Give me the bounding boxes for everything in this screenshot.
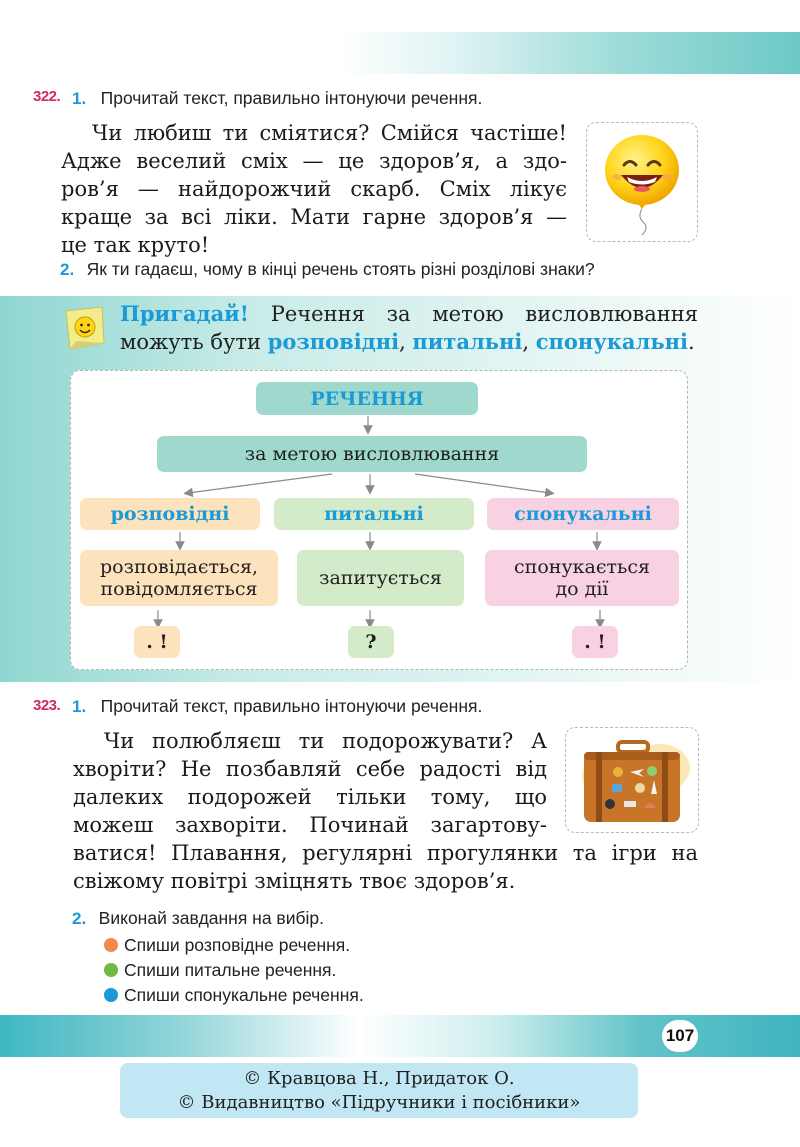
remember-text [120,300,698,356]
balloon-picture-frame [586,122,698,242]
option-text: Спиши питальне речення. [124,960,337,980]
branch-declarative-description [80,550,278,606]
choice-options [104,933,364,1008]
text-line: ров’я — найдорожчий скарб. Сміх лікує [61,177,567,201]
branch-interrogative-name [274,498,474,530]
copyright-line: © Видавництво «Підручники і посібники» [177,1092,581,1113]
option-text: Спиши спонукальне речення. [124,985,364,1005]
branch-interrogative-signs [348,626,394,658]
task-2-heading [72,908,324,929]
punctuation-signs: . ! [584,631,606,653]
task-2-heading [60,259,595,280]
task-1-heading [72,88,482,109]
copyright-notice [120,1063,638,1118]
punctuation-signs: ? [365,631,377,653]
sticky-note-icon [62,305,108,353]
copyright-line: © Кравцова Н., Придаток О. [243,1068,515,1089]
kind-declarative: розповідні [267,329,400,354]
scheme-criterion-label: за метою висловлювання [244,443,500,465]
text-line: хворіти? Не позбавляй себе радості від [73,757,547,781]
task-text: Як ти гадаєш, чому в кінці речень стоять різні розділові знаки? [86,259,595,279]
task-text: Прочитай текст, правильно інтонуючи речення. [100,696,483,716]
description-line: розповідається, [99,556,259,578]
smiley-balloon-icon [587,123,697,241]
description-line: повідомляється [100,578,258,600]
top-decor-bar [340,32,800,74]
task-number: 2. [72,909,87,928]
option-item [104,933,364,958]
branch-name: спонукальні [514,503,652,525]
branch-imperative-signs [572,626,618,658]
text-line: свіжому повітрі зміцнять твоє здоров’я. [73,869,516,893]
task-text: Виконай завдання на вибір. [98,908,325,928]
reading-text [61,119,567,259]
green-circle-icon [104,963,118,977]
text-line: далеких подорожей тільки тому, що [73,785,547,809]
page-number: 107 [662,1020,698,1052]
task-text: Прочитай текст, правильно інтонуючи речення. [100,88,483,108]
task-1-heading [72,696,482,717]
text-line: краще за всі ліки. Мати гарне здоров’я — [61,205,567,229]
task-number: 2. [60,260,75,279]
end-period: . [687,330,695,354]
text-line: Чи любиш ти сміятися? Смійся частіше! [92,121,567,145]
option-item [104,983,364,1008]
exercise-number: 323. [33,697,61,714]
exercise-number: 322. [33,88,61,105]
task-number: 1. [72,89,87,108]
remember-text-part: можуть бути [120,330,268,354]
separator: , [399,330,413,354]
suitcase-icon [566,728,698,832]
text-line: Чи полюбляєш ти подорожувати? А [104,729,547,753]
scheme-root-label: РЕЧЕННЯ [310,387,424,410]
punctuation-signs: . ! [146,631,168,653]
exercise-322 [33,88,60,106]
reading-text [73,727,547,839]
text-line: можеш захворіти. Починай загартову- [73,813,547,837]
option-text: Спиши розповідне речення. [124,935,351,955]
exercise-323 [33,697,60,715]
orange-circle-icon [104,938,118,952]
separator: , [522,330,536,354]
branch-name: питальні [324,503,424,525]
option-item [104,958,364,983]
branch-interrogative-description [297,550,464,606]
text-line: ватися! Плавання, регулярні прогулянки та ігри на [73,841,698,865]
text-line: це так круто! [61,233,210,257]
branch-declarative-signs [134,626,180,658]
task-number: 1. [72,697,87,716]
remember-text-part: Речення за метою висловлювання [248,302,698,326]
reading-text-continued [73,839,698,895]
description-line: до дії [555,578,609,600]
text-line: Адже веселий сміх — це здоров’я, а здо- [61,149,567,173]
description-line: запитується [319,567,442,589]
description-line: спонукається [514,556,650,578]
suitcase-picture-frame [565,727,699,833]
remember-title: Пригадай! [120,301,249,326]
kind-imperative: спонукальні [535,329,688,354]
blue-circle-icon [104,988,118,1002]
branch-declarative-name [80,498,260,530]
kind-interrogative: питальні [412,329,523,354]
branch-imperative-name [487,498,679,530]
branch-imperative-description [485,550,679,606]
branch-name: розповідні [110,503,230,525]
